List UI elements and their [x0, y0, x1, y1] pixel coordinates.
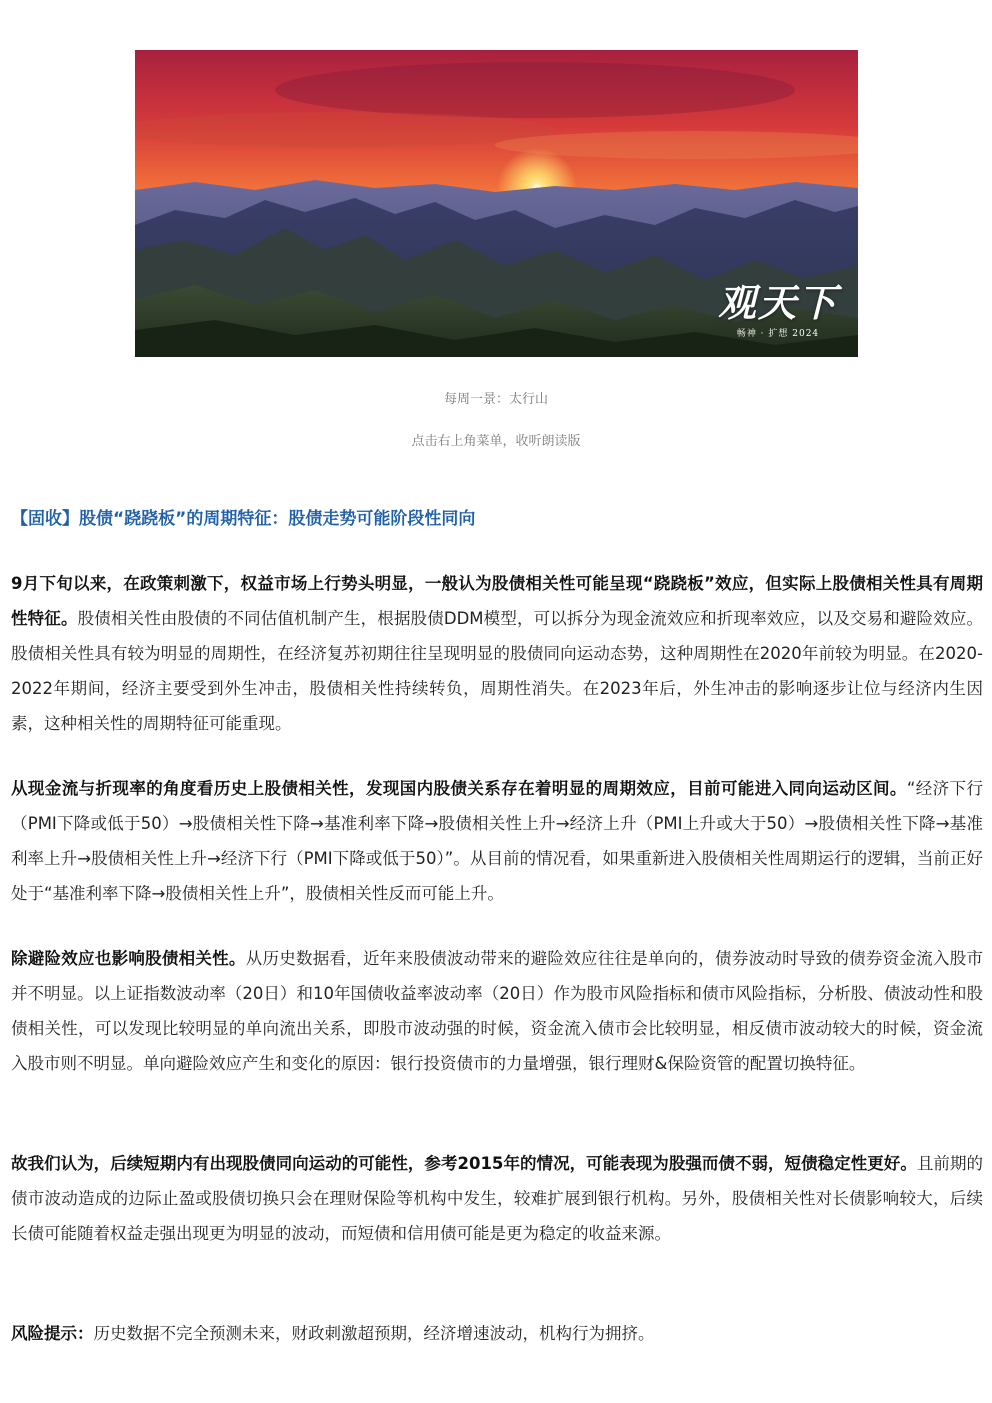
- risk-warning-label: 风险提示：: [11, 1324, 94, 1343]
- paragraph-2-body: “经济下行（PMI下降或低于50）→股债相关性下降→基准利率下降→股债相关性上升→经济上升（PMI上升或大于50）→股债相关性下降→基准利率上升→股债相关性上升→经济下行（PMI下降或低于50）”。从目前的情况看，如果重新进入股债相关性周期运行的逻辑，当前正好处于“基准利率下降→股债相关性上升”，股债相关性反而可能上升。: [11, 779, 983, 903]
- paragraph-1-body: 股债相关性由股债的不同估值机制产生，根据股债DDM模型，可以拆分为现金流效应和折现率效应，以及交易和避险效应。股债相关性具有较为明显的周期性，在经济复苏初期往往呈现明显的股债同向运动态势，这种周期性在2020年前较为明显。在2020-2022年期间，经济主要受到外生冲击，股债相关性持续转负，周期性消失。在2023年后，外生冲击的影响逐步让位与经济内生因素，这种相关性的周期特征可能重现。: [11, 609, 984, 733]
- hero-logo: [717, 280, 838, 339]
- paragraph-2-lead: 从现金流与折现率的角度看历史上股债相关性，发现国内股债关系存在着明显的周期效应，目前可能进入同向运动区间。: [11, 779, 907, 798]
- paragraph-5: [11, 1316, 983, 1351]
- paragraph-2: [11, 771, 983, 911]
- paragraph-3: [11, 941, 983, 1081]
- paragraph-3-lead: 除避险效应也影响股债相关性。: [11, 949, 246, 968]
- image-caption: 每周一景：太行山: [443, 392, 548, 407]
- paragraph-1: [11, 566, 983, 741]
- risk-warning-text: 历史数据不完全预测未来，财政刺激超预期，经济增速波动，机构行为拥挤。: [93, 1324, 655, 1343]
- paragraph-4-body: 且前期的债市波动造成的边际止盈或股债切换只会在理财保险等机构中发生，较难扩展到银行机构。另外，股债相关性对长债影响较大，后续长债可能随着权益走强出现更为明显的波动，而短债和信用债可能是更为稳定的收益来源。: [11, 1154, 983, 1243]
- listen-hint: 点击右上角菜单，收听朗读版: [411, 434, 581, 449]
- hero-image: [135, 50, 858, 357]
- article-title: 【固收】股债“跷跷板”的周期特征：股债走势可能阶段性同向: [11, 509, 476, 529]
- hero-logo-title: 观天下: [717, 280, 838, 325]
- paragraph-3-body: 从历史数据看，近年来股债波动带来的避险效应往往是单向的，债券波动时导致的债券资金流入股市并不明显。以上证指数波动率（20日）和10年国债收益率波动率（20日）作为股市风险指标和债市风险指标，分析股、债波动性和股债相关性，可以发现比较明显的单向流出关系，即股市波动强的时候，资金流入债市会比较明显，相反债市波动较大的时候，资金流入股市则不明显。单向避险效应产生和变化的原因：银行投资债市的力量增强，银行理财&保险资管的配置切换特征。: [11, 949, 984, 1073]
- paragraph-4-lead: 故我们认为，后续短期内有出现股债同向运动的可能性，参考2015年的情况，可能表现为股强而债不弱，短债稳定性更好。: [11, 1154, 917, 1173]
- paragraph-4: [11, 1146, 983, 1251]
- hero-logo-subtitle: 畅神 · 扩想 2024: [736, 329, 820, 339]
- paragraph-1-lead: 9月下旬以来，在政策刺激下，权益市场上行势头明显，一般认为股债相关性可能呈现“跷跷板”效应，但实际上股债相关性具有周期性特征。: [11, 574, 983, 628]
